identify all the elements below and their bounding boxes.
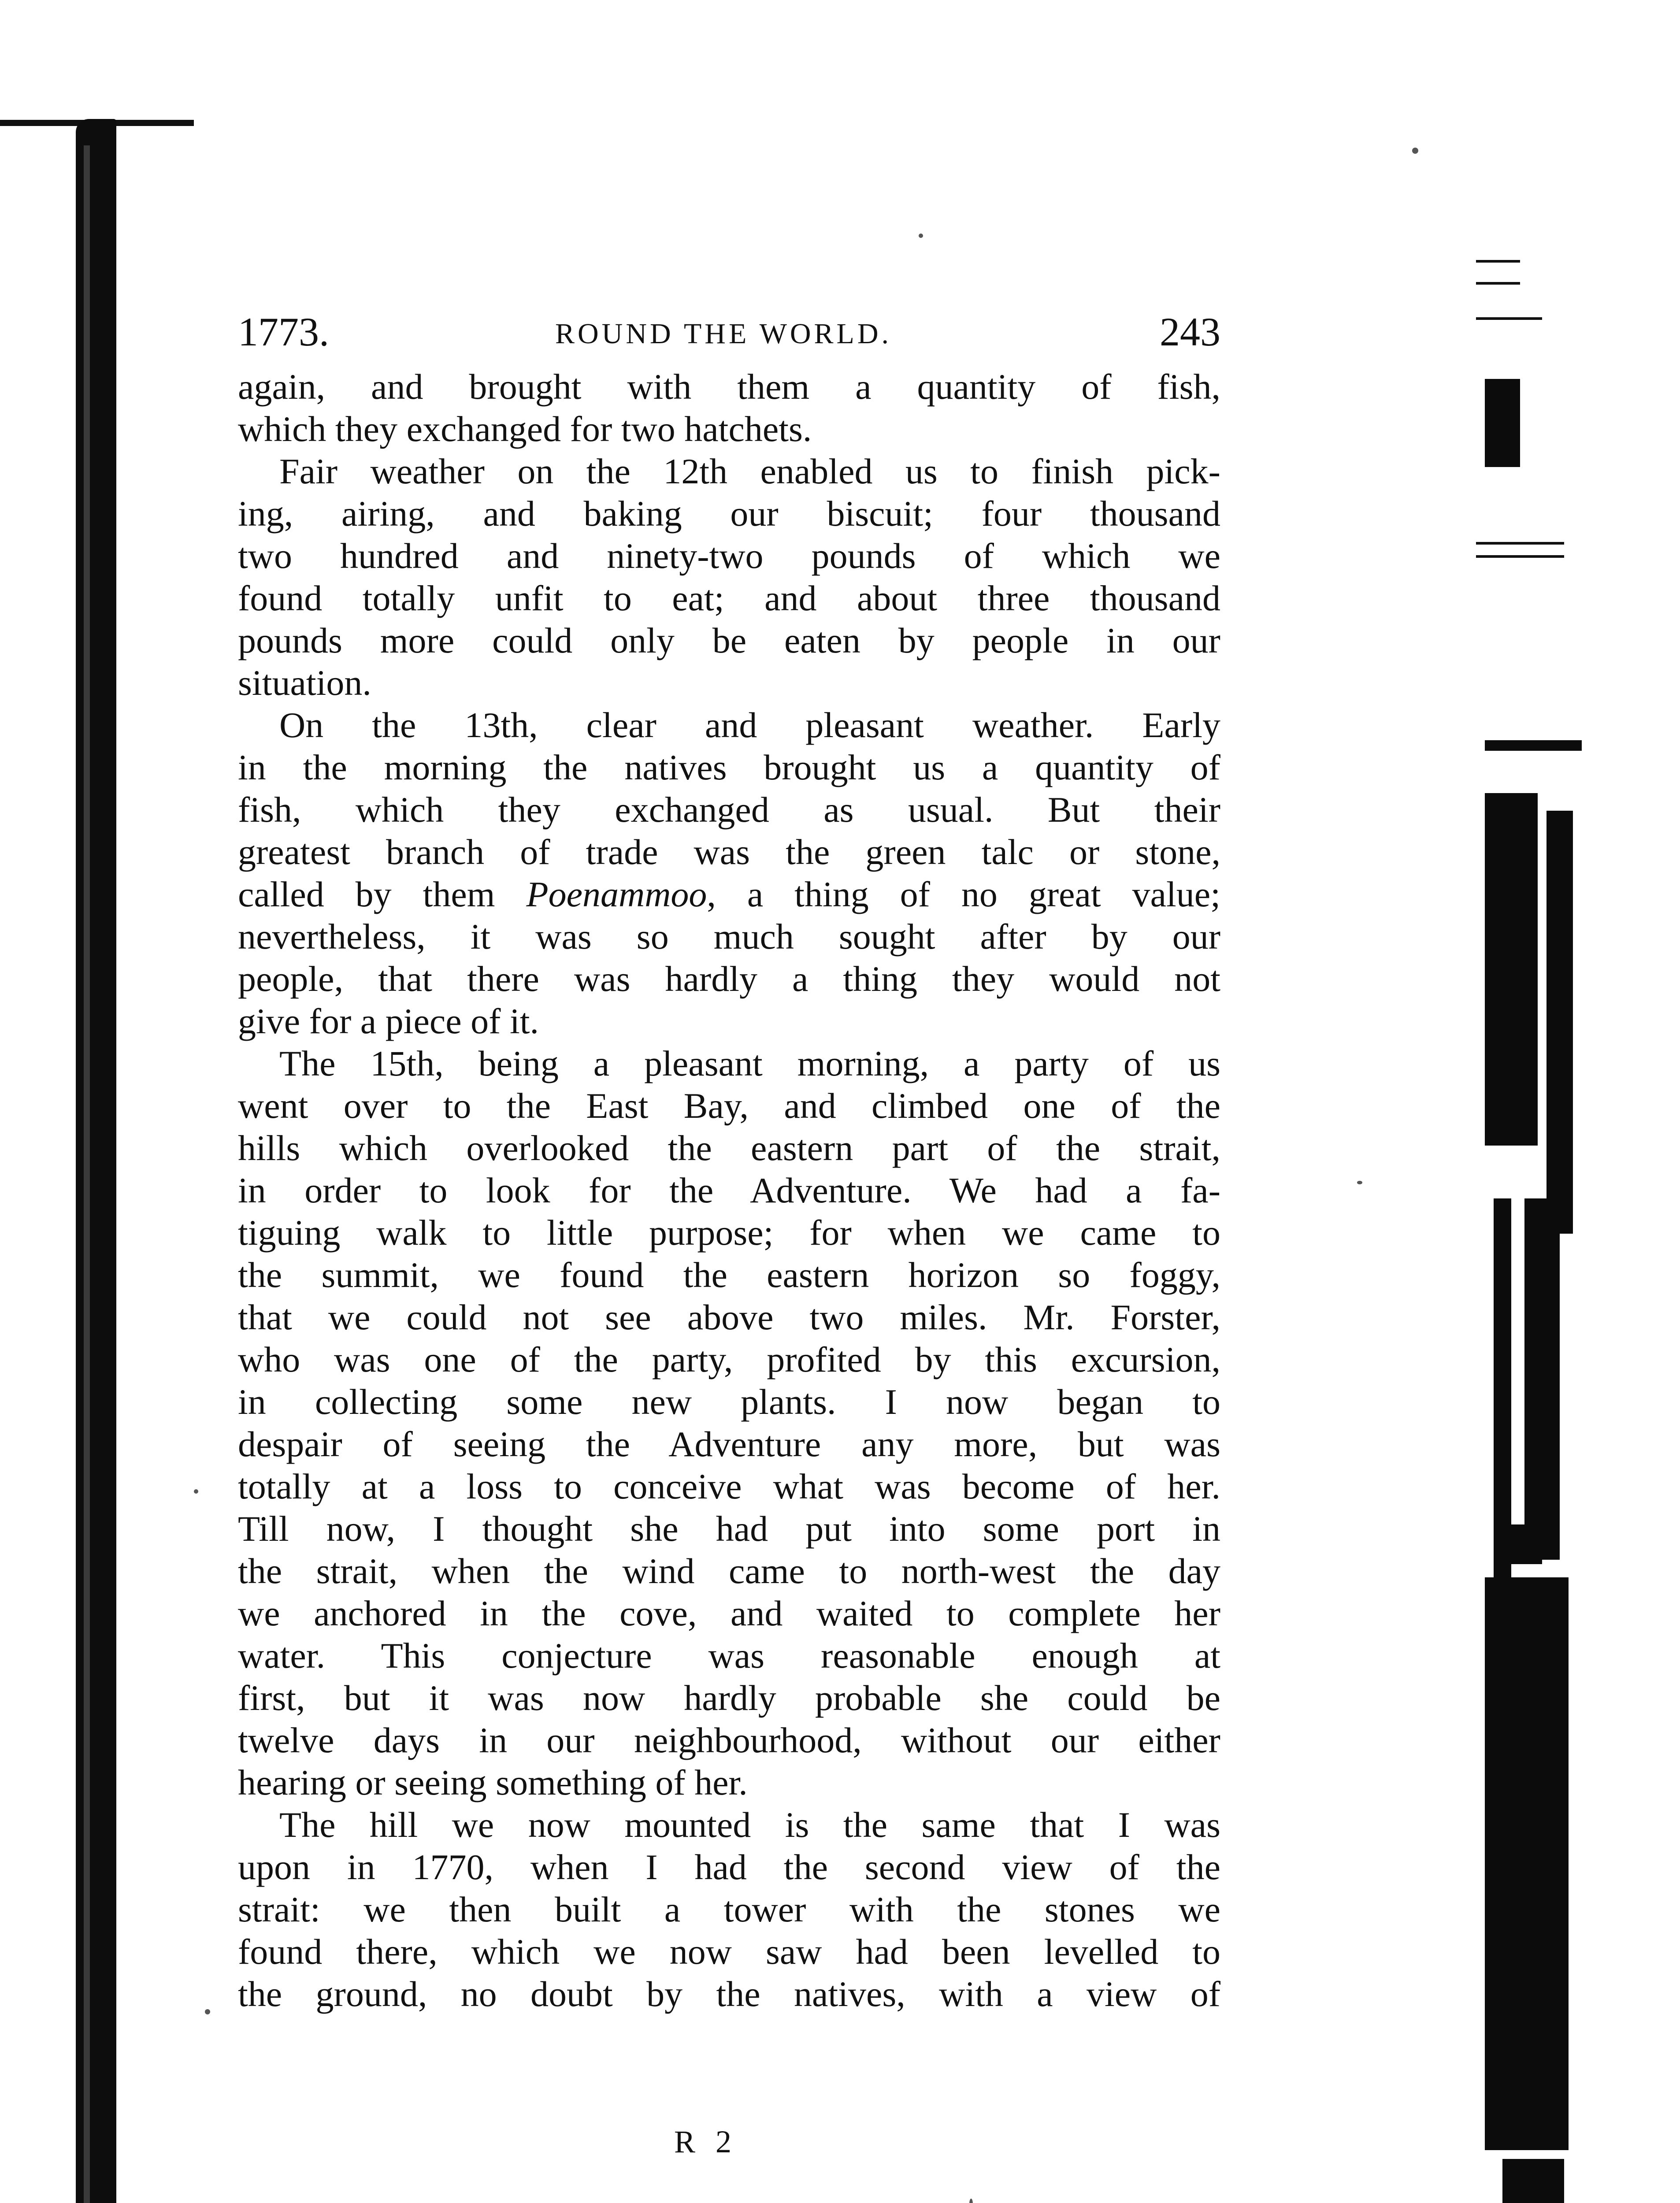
- text-line: went over to the East Bay, and climbed one of the: [238, 1086, 1220, 1126]
- text-line: two hundred and ninety-two pounds of which we: [238, 536, 1220, 576]
- page-number: 243: [1160, 309, 1220, 354]
- paragraph: [238, 366, 1220, 450]
- text-line: in order to look for the Adventure. We had a fa-: [238, 1170, 1220, 1210]
- text-line: The 15th, being a pleasant morning, a party of us: [279, 1043, 1220, 1083]
- bleed-mark: [1485, 793, 1538, 1146]
- page-body: [238, 366, 1220, 2015]
- text-line: Fair weather on the 12th enabled us to finish pick-: [279, 451, 1220, 491]
- header-title: ROUND THE WORLD.: [555, 318, 892, 350]
- speck: [919, 234, 923, 238]
- speck: [969, 2199, 973, 2203]
- text-line: found totally unfit to eat; and about three thousand: [238, 578, 1220, 618]
- speck: [194, 1489, 198, 1494]
- text-line: in collecting some new plants. I now began to: [238, 1382, 1220, 1422]
- text-line: strait: we then built a tower with the stones we: [238, 1889, 1220, 1929]
- text-line: situation.: [238, 663, 371, 703]
- text-line: which they exchanged for two hatchets.: [238, 409, 812, 449]
- text-line: in the morning the natives brought us a quantity of: [238, 747, 1220, 787]
- text-line: the ground, no doubt by the natives, with a view of: [238, 1974, 1220, 2014]
- text-line: fish, which they exchanged as usual. But their: [238, 790, 1220, 830]
- text-line: who was one of the party, profited by this excursion,: [238, 1339, 1220, 1380]
- text-line: hills which overlooked the eastern part of the strait,: [238, 1128, 1220, 1168]
- text-line: first, but it was now hardly probable she could be: [238, 1678, 1220, 1718]
- text-line: the summit, we found the eastern horizon so foggy,: [238, 1255, 1220, 1295]
- bleed-mark: [1485, 740, 1582, 751]
- bleed-mark: [1476, 282, 1520, 285]
- text-line: hearing or seeing something of her.: [238, 1762, 748, 1802]
- text-line: greatest branch of trade was the green talc or stone,: [238, 832, 1220, 872]
- text-line: despair of seeing the Adventure any more, but was: [238, 1424, 1220, 1464]
- text-line: that we could not see above two miles. Mr. Forster,: [238, 1297, 1220, 1337]
- speck: [1357, 1181, 1362, 1184]
- text-line: we anchored in the cove, and waited to complete her: [238, 1593, 1220, 1633]
- facing-page-bleed: [1467, 123, 1608, 2203]
- speck: [205, 2009, 210, 2014]
- header-year: 1773.: [238, 309, 329, 354]
- bleed-mark: [1524, 1198, 1560, 1560]
- text-line: people, that there was hardly a thing they would not: [238, 959, 1220, 999]
- bleed-mark: [1494, 1524, 1542, 1564]
- bleed-mark: [1546, 811, 1573, 1234]
- text-line: The hill we now mounted is the same that I was: [279, 1805, 1220, 1845]
- bleed-mark: [1485, 379, 1520, 467]
- book-page: [238, 300, 1220, 2015]
- paragraph: [238, 450, 1220, 704]
- paragraph: [238, 1042, 1220, 1804]
- running-header: [238, 300, 1220, 366]
- bleed-mark: [1476, 317, 1542, 320]
- speck: [1412, 148, 1418, 154]
- bleed-mark: [1476, 555, 1564, 558]
- text-line: twelve days in our neighbourhood, without our either: [238, 1720, 1220, 1760]
- binding-edge: [76, 119, 116, 2203]
- text-line: the strait, when the wind came to north-west the day: [238, 1551, 1220, 1591]
- text-line: pounds more could only be eaten by people in our: [238, 620, 1220, 660]
- bleed-mark: [1485, 1577, 1569, 2150]
- text-line: give for a piece of it.: [238, 1001, 539, 1041]
- text-line: called by them Poenammoo, a thing of no great value;: [238, 874, 1220, 914]
- text-line: nevertheless, it was so much sought after by our: [238, 916, 1220, 957]
- text-line: totally at a loss to conceive what was become of her.: [238, 1466, 1220, 1506]
- text-line: tiguing walk to little purpose; for when we came to: [238, 1213, 1220, 1253]
- bleed-mark: [1476, 542, 1564, 545]
- text-line: water. This conjecture was reasonable enough at: [238, 1636, 1220, 1676]
- text-line: found there, which we now saw had been levelled to: [238, 1932, 1220, 1972]
- text-line: ing, airing, and baking our biscuit; four thousand: [238, 493, 1220, 534]
- text-line: upon in 1770, when I had the second view of the: [238, 1847, 1220, 1887]
- bleed-mark: [1476, 260, 1520, 263]
- signature-mark: R 2: [674, 2124, 738, 2159]
- text-line: Till now, I thought she had put into some port in: [238, 1509, 1220, 1549]
- paragraph: [238, 704, 1220, 1042]
- text-line: On the 13th, clear and pleasant weather. Early: [279, 705, 1220, 745]
- bleed-mark: [1502, 2159, 1564, 2203]
- paragraph: [238, 1804, 1220, 2015]
- text-line: again, and brought with them a quantity of fish,: [238, 367, 1220, 407]
